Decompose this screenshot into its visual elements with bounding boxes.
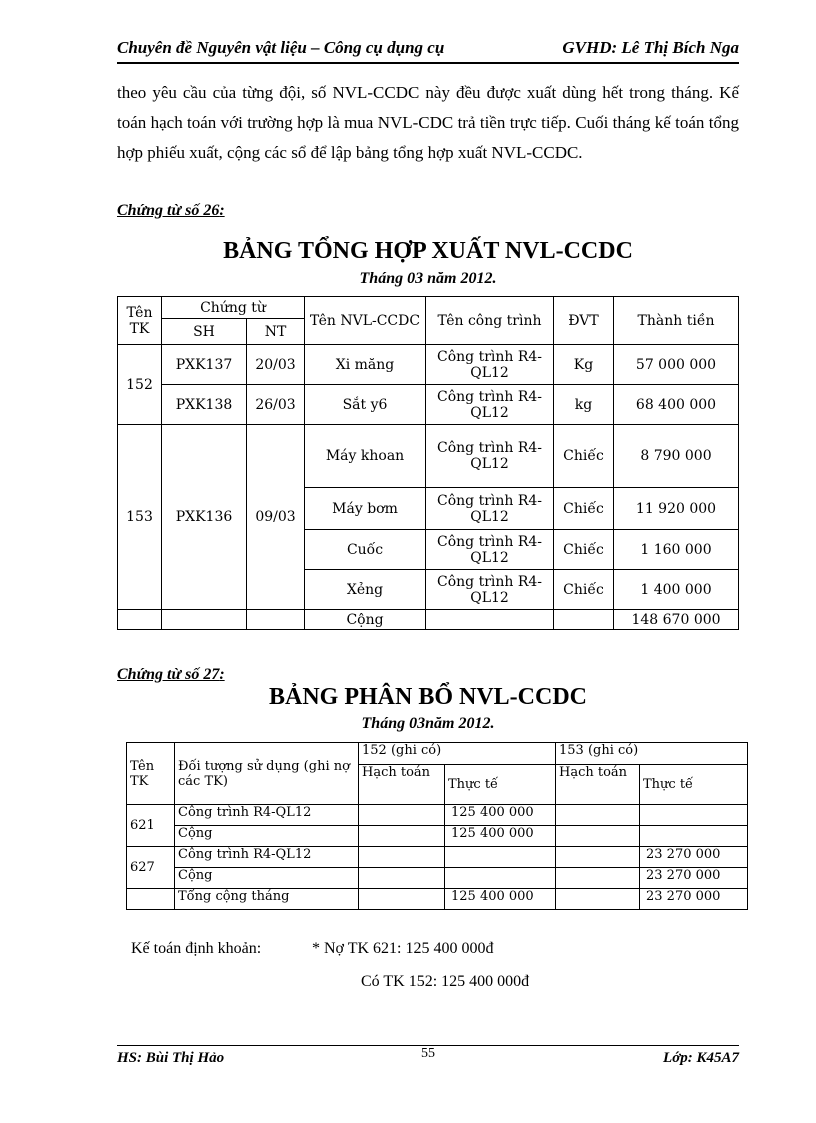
footer-student: HS: Bùi Thị Hảo xyxy=(117,1050,225,1066)
tt153-cell: 23 270 000 xyxy=(640,847,748,868)
table-row xyxy=(127,805,748,826)
header-ten-tk: Tên TK xyxy=(118,297,162,345)
voucher-26-subtitle: Tháng 03 năm 2012. xyxy=(359,270,497,287)
page-footer xyxy=(117,1045,739,1072)
amount-cell: 8 790 000 xyxy=(614,425,739,488)
ht153-cell xyxy=(556,847,640,868)
table-row xyxy=(127,826,748,847)
unit-cell: Kg xyxy=(554,345,614,385)
object-cell: Cộng xyxy=(175,868,359,889)
item-name-cell: Cuốc xyxy=(305,530,426,570)
amount-cell: 11 920 000 xyxy=(614,488,739,530)
table-row xyxy=(118,385,739,425)
ht152-cell xyxy=(359,889,445,910)
table-row xyxy=(127,889,748,910)
amount-cell: 1 160 000 xyxy=(614,530,739,570)
tk-cell: 152 xyxy=(118,345,162,425)
unit-cell: Chiếc xyxy=(554,570,614,610)
header-ten-tk: Tên TK xyxy=(127,743,175,805)
sh-cell: PXK138 xyxy=(162,385,247,425)
page-number: 55 xyxy=(421,1046,435,1061)
header-cong-trinh: Tên công trình xyxy=(426,297,554,345)
ht152-cell xyxy=(359,805,445,826)
header-sh: SH xyxy=(162,319,247,345)
page-header xyxy=(117,36,739,64)
voucher-27-title: BẢNG PHÂN BỔ NVL-CCDC xyxy=(269,684,587,710)
voucher-27-label: Chứng từ số 27: xyxy=(117,666,225,683)
object-cell: Tổng cộng tháng xyxy=(175,889,359,910)
table-row xyxy=(118,425,739,488)
table-row xyxy=(127,868,748,889)
allocation-table xyxy=(126,742,748,910)
project-cell: Công trình R4-QL12 xyxy=(426,488,554,530)
object-cell: Công trình R4-QL12 xyxy=(175,847,359,868)
unit-cell: Chiếc xyxy=(554,425,614,488)
object-cell: Cộng xyxy=(175,826,359,847)
header-thuc-te-152: Thực tế xyxy=(445,765,556,805)
project-cell: Công trình R4-QL12 xyxy=(426,570,554,610)
sh-cell: PXK136 xyxy=(162,425,247,610)
voucher-26-label: Chứng từ số 26: xyxy=(117,202,225,219)
item-name-cell: Xi măng xyxy=(305,345,426,385)
unit-cell: Chiếc xyxy=(554,530,614,570)
table-header-row xyxy=(118,297,739,319)
tt152-cell xyxy=(445,847,556,868)
entry-label: Kế toán định khoản: xyxy=(131,940,262,957)
ht153-cell xyxy=(556,889,640,910)
header-topic: Chuyên đề Nguyên vật liệu – Công cụ dụng cụ xyxy=(117,38,445,57)
tt153-cell: 23 270 000 xyxy=(640,889,748,910)
tt153-cell xyxy=(640,805,748,826)
tt152-cell xyxy=(445,868,556,889)
header-153: 153 (ghi có) xyxy=(556,743,748,765)
object-cell: Công trình R4-QL12 xyxy=(175,805,359,826)
ht152-cell xyxy=(359,826,445,847)
entry-debit: * Nợ TK 621: 125 400 000đ xyxy=(312,940,494,957)
header-supervisor: GVHD: Lê Thị Bích Nga xyxy=(562,38,739,57)
unit-cell: kg xyxy=(554,385,614,425)
project-cell: Công trình R4-QL12 xyxy=(426,345,554,385)
ht152-cell xyxy=(359,868,445,889)
ht153-cell xyxy=(556,826,640,847)
header-152: 152 (ghi có) xyxy=(359,743,556,765)
ht153-cell xyxy=(556,805,640,826)
tt152-cell: 125 400 000 xyxy=(445,889,556,910)
export-summary-table xyxy=(117,296,739,630)
project-cell: Công trình R4-QL12 xyxy=(426,425,554,488)
tt152-cell: 125 400 000 xyxy=(445,805,556,826)
header-thanh-tien: Thành tiền xyxy=(614,297,739,345)
voucher-27-subtitle: Tháng 03năm 2012. xyxy=(361,715,495,732)
header-doi-tuong: Đối tượng sử dụng (ghi nợ các TK) xyxy=(175,743,359,805)
item-name-cell: Máy bơm xyxy=(305,488,426,530)
sh-cell: PXK137 xyxy=(162,345,247,385)
unit-cell: Chiếc xyxy=(554,488,614,530)
project-cell: Công trình R4-QL12 xyxy=(426,385,554,425)
tk-cell: 153 xyxy=(118,425,162,610)
nt-cell: 26/03 xyxy=(247,385,305,425)
nt-cell: 09/03 xyxy=(247,425,305,610)
tt153-cell xyxy=(640,826,748,847)
table-row xyxy=(118,345,739,385)
entry-credit: Có TK 152: 125 400 000đ xyxy=(361,973,530,990)
amount-cell: 1 400 000 xyxy=(614,570,739,610)
header-hach-toan-152: Hạch toán xyxy=(359,765,445,805)
header-nt: NT xyxy=(247,319,305,345)
amount-cell: 57 000 000 xyxy=(614,345,739,385)
tt152-cell: 125 400 000 xyxy=(445,826,556,847)
tk-cell: 627 xyxy=(127,847,175,889)
total-row xyxy=(118,610,739,630)
table-header-row xyxy=(127,743,748,765)
voucher-26-title: BẢNG TỔNG HỢP XUẤT NVL-CCDC xyxy=(223,238,633,264)
body-paragraph: theo yêu cầu của từng đội, số NVL-CCDC này đều được xuất dùng hết trong tháng. Kế toán hạch toán với trường hợp là mua NVL-CDC trả tiền trực tiếp. Cuối tháng kế toán tổng hợp phiếu xuất, cộng các sổ để lập bảng tổng hợp xuất NVL-CCDC. xyxy=(117,83,739,162)
tt153-cell: 23 270 000 xyxy=(640,868,748,889)
table-row xyxy=(127,847,748,868)
header-thuc-te-153: Thực tế xyxy=(640,765,748,805)
nt-cell: 20/03 xyxy=(247,345,305,385)
ht153-cell xyxy=(556,868,640,889)
footer-class: Lớp: K45A7 xyxy=(663,1050,739,1066)
header-chung-tu: Chứng từ xyxy=(162,297,305,319)
header-hach-toan-153: Hạch toán xyxy=(556,765,640,805)
total-amount: 148 670 000 xyxy=(614,610,739,630)
item-name-cell: Xẻng xyxy=(305,570,426,610)
item-name-cell: Máy khoan xyxy=(305,425,426,488)
header-dvt: ĐVT xyxy=(554,297,614,345)
tk-cell: 621 xyxy=(127,805,175,847)
ht152-cell xyxy=(359,847,445,868)
project-cell: Công trình R4-QL12 xyxy=(426,530,554,570)
item-name-cell: Sắt y6 xyxy=(305,385,426,425)
total-label: Cộng xyxy=(305,610,426,630)
header-ten-nvl: Tên NVL-CCDC xyxy=(305,297,426,345)
amount-cell: 68 400 000 xyxy=(614,385,739,425)
